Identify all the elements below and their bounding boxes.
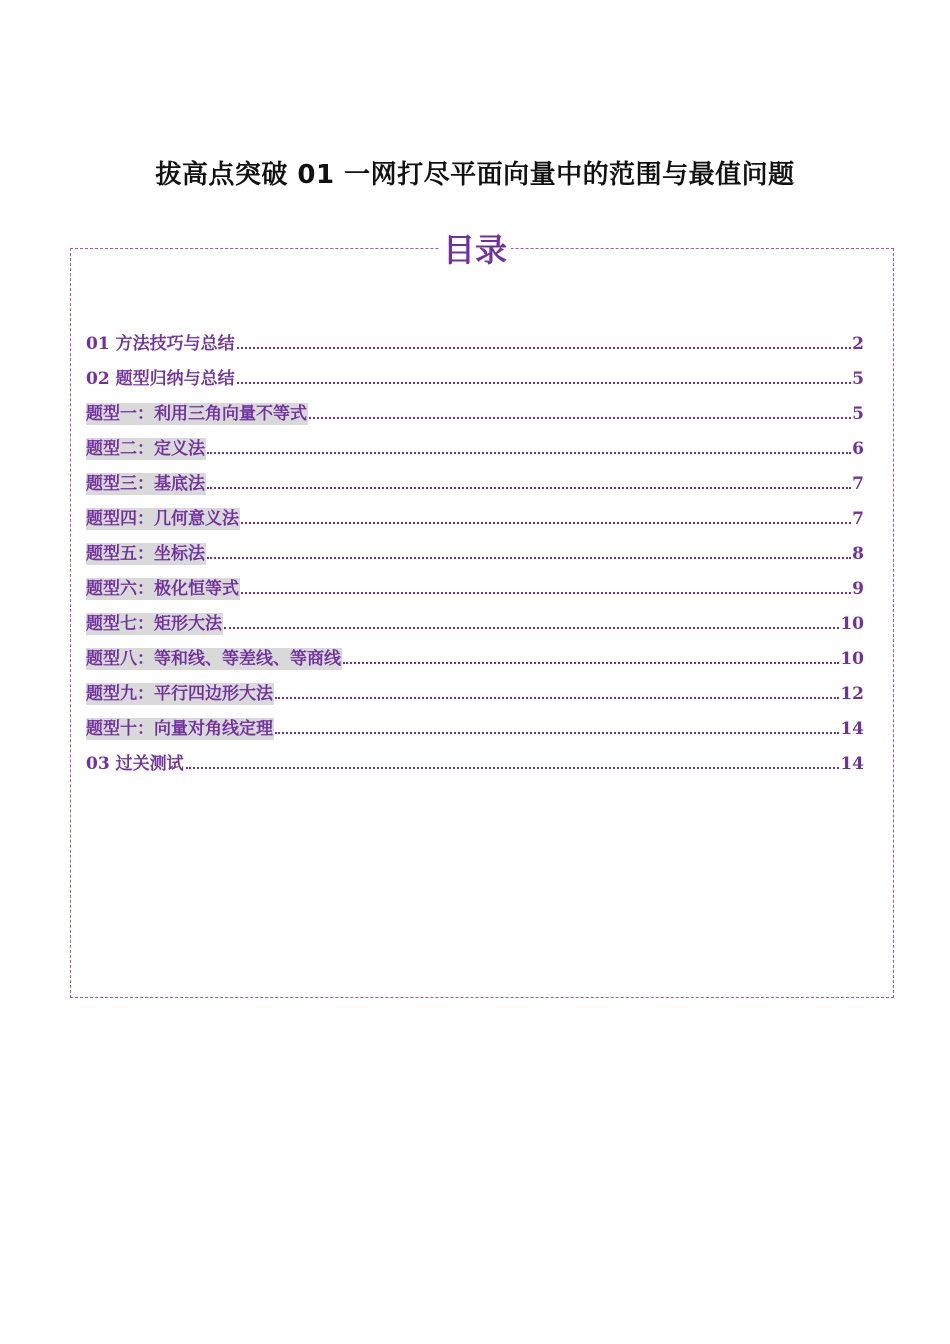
toc-entry-type-1[interactable] bbox=[86, 390, 864, 425]
toc-entry-type-3[interactable] bbox=[86, 460, 864, 495]
toc-entry-type-2[interactable] bbox=[86, 425, 864, 460]
toc-entry-label: 题型八：等和线、等差线、等商线 bbox=[86, 649, 341, 669]
toc-entry-type-8[interactable] bbox=[86, 635, 864, 670]
toc-entry-label: 题型九：平行四边形大法 bbox=[86, 684, 273, 704]
toc-entry-page: 10 bbox=[840, 649, 864, 669]
toc-entry-page: 5 bbox=[852, 369, 864, 389]
document-title: 拔高点突破 01 一网打尽平面向量中的范围与最值问题 bbox=[155, 160, 795, 190]
toc-dot-leader bbox=[275, 732, 839, 734]
toc-dot-leader bbox=[237, 347, 852, 349]
toc-dot-leader bbox=[207, 452, 851, 454]
toc-list bbox=[86, 320, 864, 775]
toc-entry-page: 6 bbox=[852, 439, 864, 459]
toc-entry-label: 题型三：基底法 bbox=[86, 474, 205, 494]
toc-entry-label: 题型十：向量对角线定理 bbox=[86, 719, 273, 739]
toc-entry-label: 02 题型归纳与总结 bbox=[86, 369, 235, 389]
toc-entry-label: 题型四：几何意义法 bbox=[86, 509, 239, 529]
toc-dot-leader bbox=[343, 662, 839, 664]
toc-dot-leader bbox=[309, 417, 851, 419]
toc-entry-methods-summary[interactable] bbox=[86, 320, 864, 355]
toc-dot-leader bbox=[241, 522, 851, 524]
toc-dot-leader bbox=[207, 487, 851, 489]
toc-entry-page: 10 bbox=[840, 614, 864, 634]
toc-entry-page: 7 bbox=[852, 474, 864, 494]
toc-entry-type-5[interactable] bbox=[86, 530, 864, 565]
toc-dot-leader bbox=[186, 767, 840, 769]
toc-entry-page: 14 bbox=[840, 719, 864, 739]
toc-dot-leader bbox=[237, 382, 852, 384]
toc-entry-page: 5 bbox=[852, 404, 864, 424]
toc-entry-label: 03 过关测试 bbox=[86, 754, 184, 774]
toc-entry-page: 12 bbox=[840, 684, 864, 704]
toc-entry-question-types[interactable] bbox=[86, 355, 864, 390]
toc-dot-leader bbox=[275, 697, 839, 699]
toc-entry-label: 题型五：坐标法 bbox=[86, 544, 205, 564]
toc-entry-label: 01 方法技巧与总结 bbox=[86, 334, 235, 354]
toc-entry-page: 9 bbox=[852, 579, 864, 599]
toc-entry-page: 7 bbox=[852, 509, 864, 529]
toc-entry-type-7[interactable] bbox=[86, 600, 864, 635]
toc-entry-page: 8 bbox=[852, 544, 864, 564]
toc-entry-type-6[interactable] bbox=[86, 565, 864, 600]
toc-entry-type-10[interactable] bbox=[86, 705, 864, 740]
toc-dot-leader bbox=[207, 557, 851, 559]
toc-entry-label: 题型二：定义法 bbox=[86, 439, 205, 459]
toc-entry-final-test[interactable] bbox=[86, 740, 864, 775]
toc-entry-label: 题型六：极化恒等式 bbox=[86, 579, 239, 599]
toc-entry-label: 题型一：利用三角向量不等式 bbox=[86, 404, 307, 424]
toc-entry-type-4[interactable] bbox=[86, 495, 864, 530]
toc-dot-leader bbox=[224, 627, 839, 629]
toc-heading-text: 目录 bbox=[439, 230, 511, 270]
toc-entry-label: 题型七：矩形大法 bbox=[86, 614, 222, 634]
toc-entry-page: 2 bbox=[852, 334, 864, 354]
toc-entry-type-9[interactable] bbox=[86, 670, 864, 705]
toc-entry-page: 14 bbox=[840, 754, 864, 774]
toc-dot-leader bbox=[241, 592, 851, 594]
